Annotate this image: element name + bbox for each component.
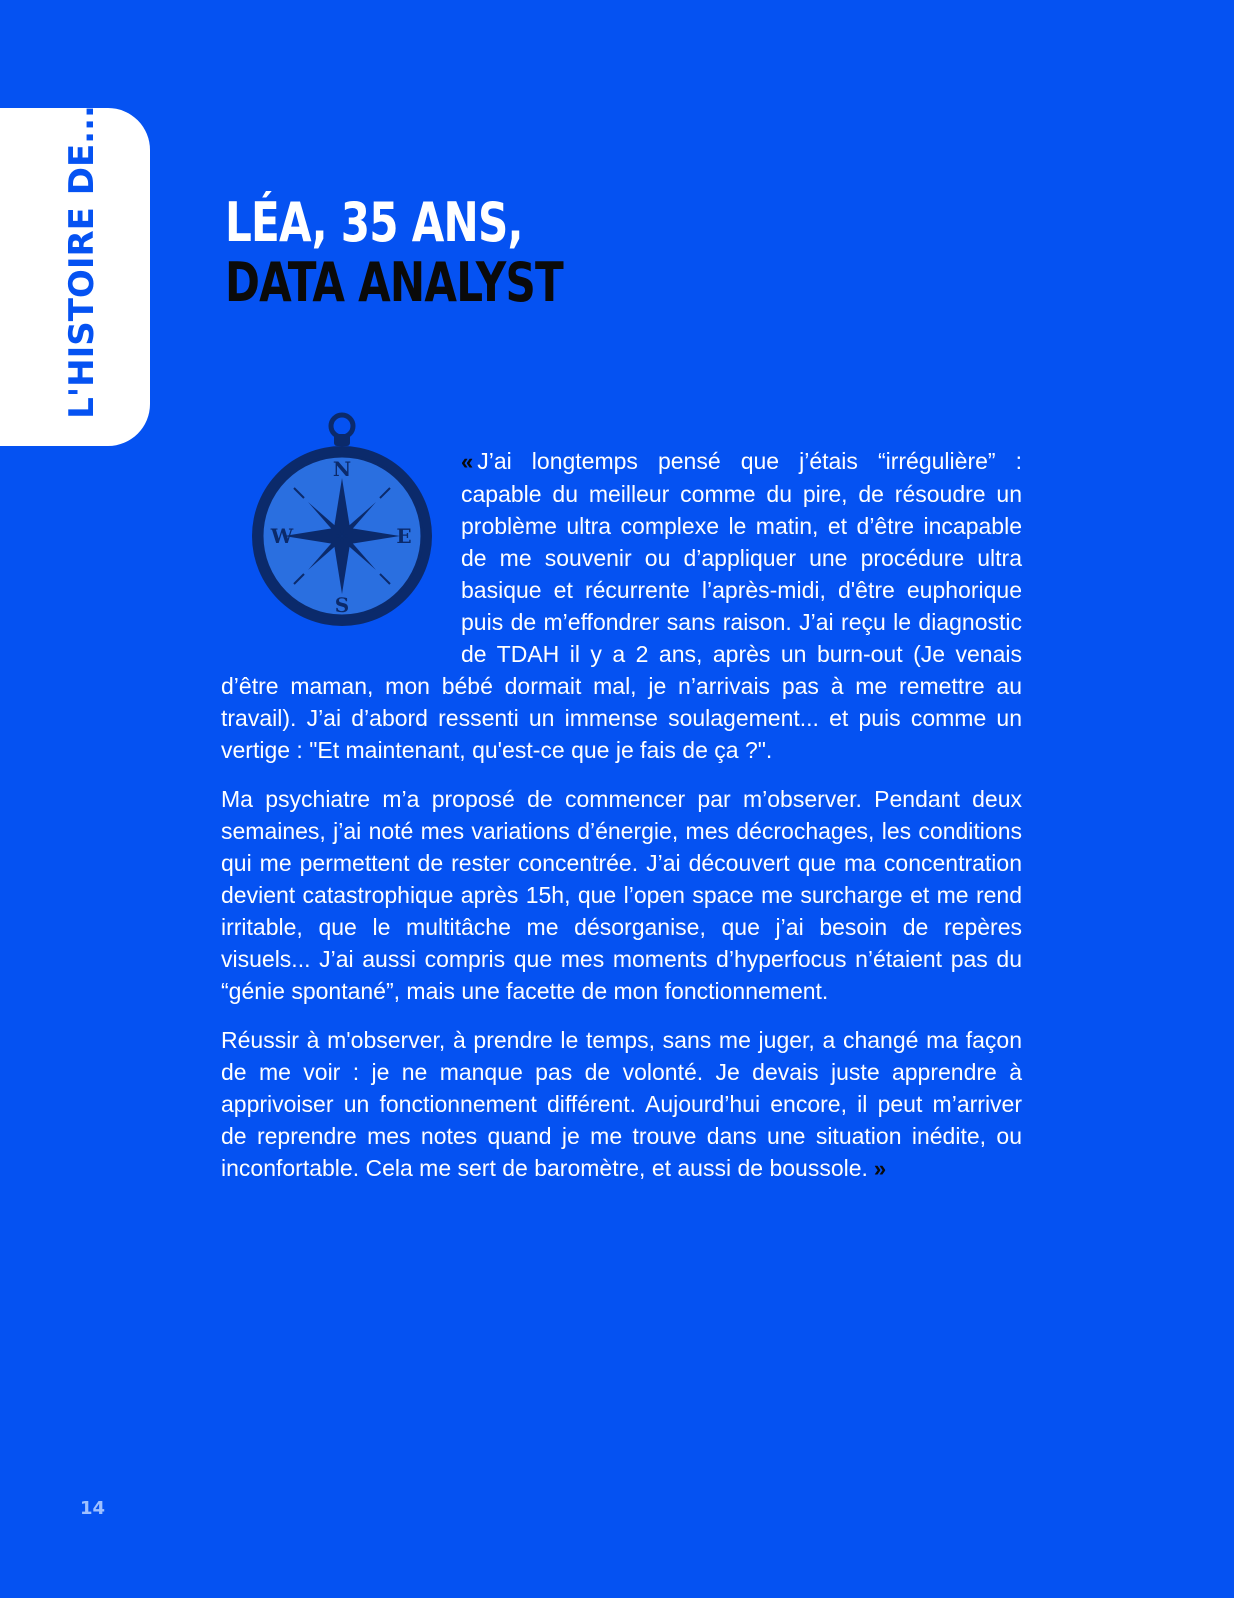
page-title bbox=[225, 193, 563, 313]
compass-north-label: N bbox=[332, 457, 352, 481]
title-name-age: LÉA, 35 ANS, bbox=[225, 191, 523, 254]
paragraph-text-2: Ma psychiatre m’a proposé de commencer par m’observer. Pendant deux semaines, j’ai noté mes variations d’énergie, mes décrochages, les conditions qui me permettent de rester concentrée. J’ai découvert que ma concentration devient catastrophique après 15h, que l’open space me surcharge et me rend irritable, que le multitâche me désorganise, que j’ai besoin de repères visuels... J’ai aussi compris que mes moments d’hyperfocus n’étaient pas du “génie spontané”, mais une facette de mon fonctionnement. bbox=[221, 786, 1022, 1004]
paragraph-text-3: Réussir à m'observer, à prendre le temps, sans me juger, a changé ma façon de me voir : je ne manque pas de volonté. Je devais juste apprendre à apprivoiser un fonctionnement différent. Aujourd’hui encore, il peut m’arriver de reprendre mes notes quand je me trouve dans une situation inédite, ou inconfortable. Cela me sert de baromètre, et aussi de boussole. bbox=[221, 1027, 1022, 1181]
compass-south-label: S bbox=[334, 593, 350, 617]
page-number: 14 bbox=[80, 1498, 106, 1519]
testimonial-body bbox=[221, 445, 1022, 1202]
title-profession: DATA ANALYST bbox=[225, 251, 563, 314]
paragraph bbox=[221, 1024, 1022, 1185]
compass-east-label: E bbox=[396, 524, 412, 548]
close-quote-mark: » bbox=[873, 1156, 883, 1181]
paragraph bbox=[221, 783, 1022, 1007]
open-quote-mark: « bbox=[461, 449, 470, 474]
section-label: L'HISTOIRE DE... bbox=[62, 105, 102, 419]
compass-west-label: W bbox=[270, 524, 294, 548]
paragraph-text-1: J’ai longtemps pensé que j’étais “irrégulière” : capable du meilleur comme du pire, de résoudre un problème ultra complexe le matin, et d’être incapable de me souvenir ou d’appliquer une procédure ultra basique et récurrente l’après-midi, d'être euphorique puis de m’effondrer sans raison. J’ai reçu le diagnostic de TDAH il y a 2 ans, après un burn-out (Je venais d’être maman, mon bébé dormait mal, je n’arrivais pas à me remettre au travail). J’ai d’abord ressenti un immense soulagement... et puis comme un vertige : "Et maintenant, qu'est-ce que je fais de ça ?". bbox=[221, 448, 1022, 763]
